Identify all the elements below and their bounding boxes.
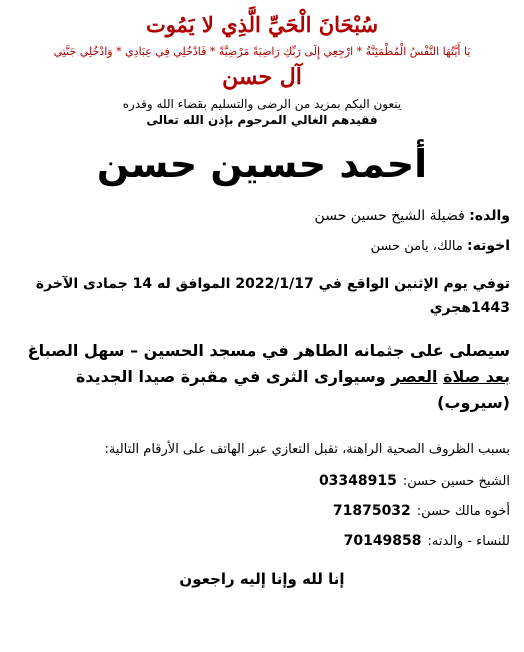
closing-phrase: إنا لله وإنا إليه راجعون xyxy=(179,570,345,588)
deceased-name: أحمد حسين حسن xyxy=(96,142,428,186)
quran-verse: يَا أَيَّتُهَا النَّفْسُ الْمُطْمَئِنَّةُ * ارْجِعِي إِلَى رَبِّكِ رَاضِيَةً مَرْضِيَّةً * فَادْخُلِي فِي عِبَادِي * وَادْخُلِي جَنَّتِي xyxy=(53,45,471,58)
contact-label: أخوه مالك حسن: xyxy=(416,504,510,519)
family-name: آل حسن xyxy=(222,64,302,90)
funeral-prayer xyxy=(14,338,510,416)
father-label: والده: xyxy=(469,208,510,224)
contact-label: للنساء - والدته: xyxy=(427,534,510,549)
header-title: سُبْحَانَ الْحَيِّ الَّذِي لا يَمُوت xyxy=(145,12,379,37)
condolence-intro: بسبب الظروف الصحية الراهنة، تقبل التعازي عبر الهاتف على الأرقام التالية: xyxy=(104,442,510,457)
announcement xyxy=(14,96,510,128)
prayer-underlined-1: بعد صلاة xyxy=(443,367,510,386)
contact-list xyxy=(14,466,510,556)
contact-row xyxy=(14,526,510,556)
brothers-row xyxy=(14,238,510,254)
contact-row xyxy=(14,466,510,496)
prayer-text-1: سيصلى على جثمانه الطاهر في مسجد الحسين – سهل الصباغ xyxy=(27,341,510,360)
prayer-text-2: وسيوارى الثرى في مقبرة صيدا الجديدة (سيروب) xyxy=(75,367,510,412)
brothers-label: اخوته: xyxy=(466,238,510,254)
obituary-card xyxy=(0,12,524,652)
contact-row xyxy=(14,496,510,526)
father-row xyxy=(14,208,510,224)
death-line-1: توفي يوم الإثنين الواقع في 2022/1/17 الموافق له 14 جمادى الآخرة xyxy=(35,276,510,292)
brothers-value: مالك، يامن حسن xyxy=(370,239,463,254)
contact-number: 71875032 xyxy=(332,503,411,519)
announcement-line-2 xyxy=(14,112,510,128)
father-value: فضيلة الشيخ حسين حسن xyxy=(314,208,465,224)
contact-number: 03348915 xyxy=(318,473,397,489)
death-line-2: 1443هجري xyxy=(429,300,510,316)
contact-number: 70149858 xyxy=(343,533,422,549)
prayer-underlined-2: العصر xyxy=(391,367,438,386)
death-info xyxy=(14,272,510,320)
announcement-line-2-text: فقيدهم الغالي المرحوم بإذن الله تعالى xyxy=(146,113,378,127)
announcement-line-1: ينعون اليكم بمزيد من الرضى والتسليم بقضاء الله وقدره xyxy=(122,97,402,111)
contact-label: الشيخ حسين حسن: xyxy=(402,474,510,489)
